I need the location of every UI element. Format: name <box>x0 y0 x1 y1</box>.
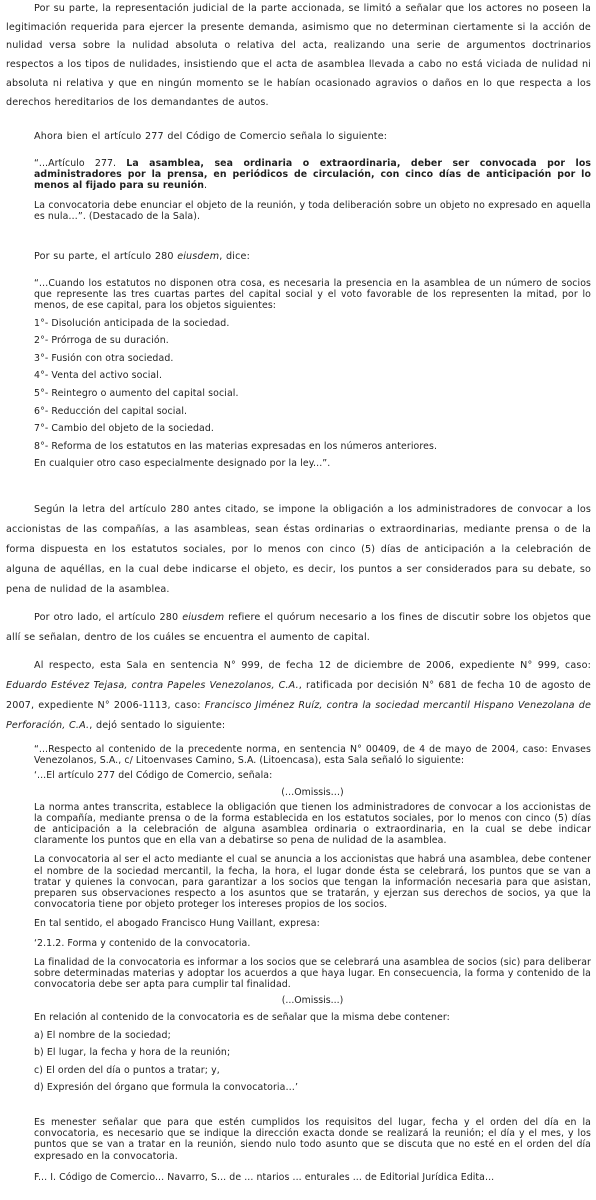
quote-art-277-text <box>34 158 591 192</box>
list-item: c) El orden del día o puntos a tratar; y, <box>34 1064 220 1076</box>
quote-prefix: “...Artículo 277. <box>34 158 127 169</box>
text-sentencia: Al respecto, esta Sala en sentencia N° 999, de fecha 12 de diciembre de 2006, expediente N° 999, caso: <box>34 660 591 671</box>
quote-norma: La norma antes transcrita, establece la obligación que tienen los administradores de convocar a los accionistas de la compañía, mediante prensa o de la forma establecida en los estatutos sociales, por lo menos con cinco (5) días de anticipación a la celebración de alguna asamblea ordinaria o extraordinaria, en la cual se debe indicar claramente los puntos que en ella van a debatirse so pena de nulidad de la asamblea. <box>34 801 591 847</box>
italic-eiusdem: eiusdem <box>182 612 225 623</box>
list-item: 3°- Fusión con otra sociedad. <box>34 352 174 364</box>
list-item: 8°- Reforma de los estatutos en las materias expresadas en los números anteriores. <box>34 440 438 452</box>
quote-bold-text: La asamblea, sea ordinaria o extraordinaria, deber ser convocada por los administradores por la prensa, en periódicos de circulación, con cinco días de anticipación por lo menos al fijado para su reunión <box>34 158 591 192</box>
text-before: Por su parte, el artículo 280 <box>34 251 178 262</box>
quote-finalidad: La finalidad de la convocatoria es informar a los socios que se celebrará una asamblea de socios (sic) para deliberar sobre determinadas materias y adoptar los acuerdos a que haya lugar. En consecuencia, la forma y contenido de la convocatoria debe ser apta para cumplir tal finalidad. <box>34 956 591 991</box>
list-item: 7°- Cambio del objeto de la sociedad. <box>34 423 214 435</box>
quote-footer-cutoff: F... I. Código de Comercio... Navarro, S... de ... ntarios ... enturales ... de Editorial Jurídica Edita... <box>34 1171 495 1183</box>
list-item: 6°- Reducción del capital social. <box>34 405 188 417</box>
italic-caso-estevez: Eduardo Estévez Tejasa, contra Papeles Venezolanos, C.A. <box>6 680 299 691</box>
list-item: 4°- Venta del activo social. <box>34 370 163 382</box>
quote-forma: ‘2.1.2. Forma y contenido de la convocatoria. <box>34 937 251 949</box>
quote-convocatoria: La convocatoria al ser el acto mediante el cual se anuncia a los accionistas que habrá una asamblea, debe contener el nombre de la sociedad mercantil, la fecha, la hora, el lugar donde ésta se celebrará, los puntos que se van a tratar y quienes la convocan, para garantizar a los socios que tengan la información necesaria para que asistan, preparen sus observaciones respecto a los asuntos que se tratarán, y ejerzan sus derechos de socios, ya que la convocatoria tiene por objeto proteger los intereses propios de los socios. <box>34 854 591 911</box>
quote-art-277-ref: ‘...El artículo 277 del Código de Comercio, señala: <box>34 770 273 782</box>
quote-art-280-list <box>0 315 591 473</box>
italic-eiusdem: eiusdem <box>177 251 220 262</box>
quote-art-280 <box>0 278 591 473</box>
paragraph-art-280-intro <box>6 248 591 267</box>
italic-caso-jimenez: Francisco Jiménez Ruíz, contra la sociedad mercantil Hispano Venezolana de Perforación, C.A. <box>6 700 591 731</box>
omissis-marker: (…Omissis…) <box>281 786 344 798</box>
list-item: b) El lugar, la fecha y hora de la reunión; <box>34 1047 231 1059</box>
omissis-marker: (...Omissis...) <box>281 995 344 1007</box>
list-item: En cualquier otro caso especialmente designado por la ley...”. <box>34 458 331 470</box>
list-item: d) Expresión del órgano que formula la convocatoria…’ <box>34 1082 299 1094</box>
list-item: a) El nombre de la sociedad; <box>34 1029 171 1041</box>
quote-menester: Es menester señalar que para que estén cumplidos los requisitos del lugar, fecha y el orden del día en la convocatoria, es necesario que se indique la dirección exacta donde se realizará la reunión; el día y el mes, y los puntos que se van a tratar en la reunión, siendo nulo todo asunto que se discuta que no esté en el orden del día expresado en la convocatoria. <box>34 1117 591 1162</box>
quote-abogado: En tal sentido, el abogado Francisco Hung Vaillant, expresa: <box>34 918 320 930</box>
text-before: Por otro lado, el artículo 280 <box>34 612 183 623</box>
quote-suffix: . <box>204 180 208 192</box>
paragraph-art-277-intro: Ahora bien el artículo 277 del Código de Comercio señala lo siguiente: <box>34 131 388 142</box>
text-dejo-sentado: , dejó sentado lo siguiente: <box>89 720 226 731</box>
quote-relacion: En relación al contenido de la convocatoria es de señalar que la misma debe contener: <box>34 1012 450 1024</box>
quote-art-280-intro: “…Cuando los estatutos no disponen otra cosa, es necesaria la presencia en la asamblea de un número de socios que represente las tres cuartas partes del capital social y el voto favorable de los representen la mitad, por lo menos, de ese capital, para los objetos siguientes: <box>34 278 591 312</box>
text-after: , dice: <box>219 251 250 262</box>
quote-intro: “...Respecto al contenido de la precedente norma, en sentencia N° 00409, de 4 de mayo de 2004, caso: Envases Venezolanos, S.A., c/ Litoenvases Camino, S.A. (Litoencasa), esta Sala señaló lo siguiente: <box>34 744 591 767</box>
paragraph-quorum <box>6 608 591 648</box>
quote-art-277 <box>0 158 591 222</box>
list-item: 1°- Disolución anticipada de la sociedad. <box>34 317 230 329</box>
list-item: 5°- Reintegro o aumento del capital social. <box>34 387 239 399</box>
quote-art-277-second: La convocatoria debe enunciar el objeto de la reunión, y toda deliberación sobre un objeto no expresado en aquella es nula…”. (Destacado de la Sala). <box>34 199 591 222</box>
quote-requisitos-list <box>0 1027 591 1097</box>
text-after: refiere el quórum necesario a los fines de discutir sobre los objetos que allí se señalan, dentro de los cuáles se encuentra el aumento de capital. <box>6 612 591 643</box>
paragraph-al-respecto <box>6 656 591 736</box>
paragraph-accionada: Por su parte, la representación judicial de la parte accionada, se limitó a señalar que los actores no poseen la legitimación requerida para ejercer la presente demanda, asimismo que no determinan ciertamente si la acción de nulidad versa sobre la nulidad absoluta o relativa del acta, realizando una serie de argumentos doctrinarios respectos a los tipos de nulidades, insistiendo que el acta de asamblea llevada a cabo no está viciada de nulidad ni absoluta ni relativa y que en ningún momento se le habían ocasionado agravios o daños en lo que respecta a los derechos hereditarios de los demandantes de autos. <box>6 3 591 108</box>
paragraph-segun-letra: Según la letra del artículo 280 antes citado, se impone la obligación a los administradores de convocar a los accionistas de las compañías, a las asambleas, sean éstas ordinarias o extraordinarias, mediante prensa o de la forma dispuesta en los estatutos sociales, por lo menos con cinco (5) días de anticipación a la celebración de alguna de aquéllas, en la cual debe indicarse el objeto, es decir, los puntos a ser considerados para su debate, so pena de nulidad de la asamblea. <box>6 504 591 595</box>
quote-sentencia-409 <box>0 744 591 1183</box>
text-ratificada: , ratificada por decisión N° 681 de fecha 10 de agosto de 2007, expediente N° 2006-1113, caso: <box>6 680 591 711</box>
list-item: 2°- Prórroga de su duración. <box>34 335 169 347</box>
